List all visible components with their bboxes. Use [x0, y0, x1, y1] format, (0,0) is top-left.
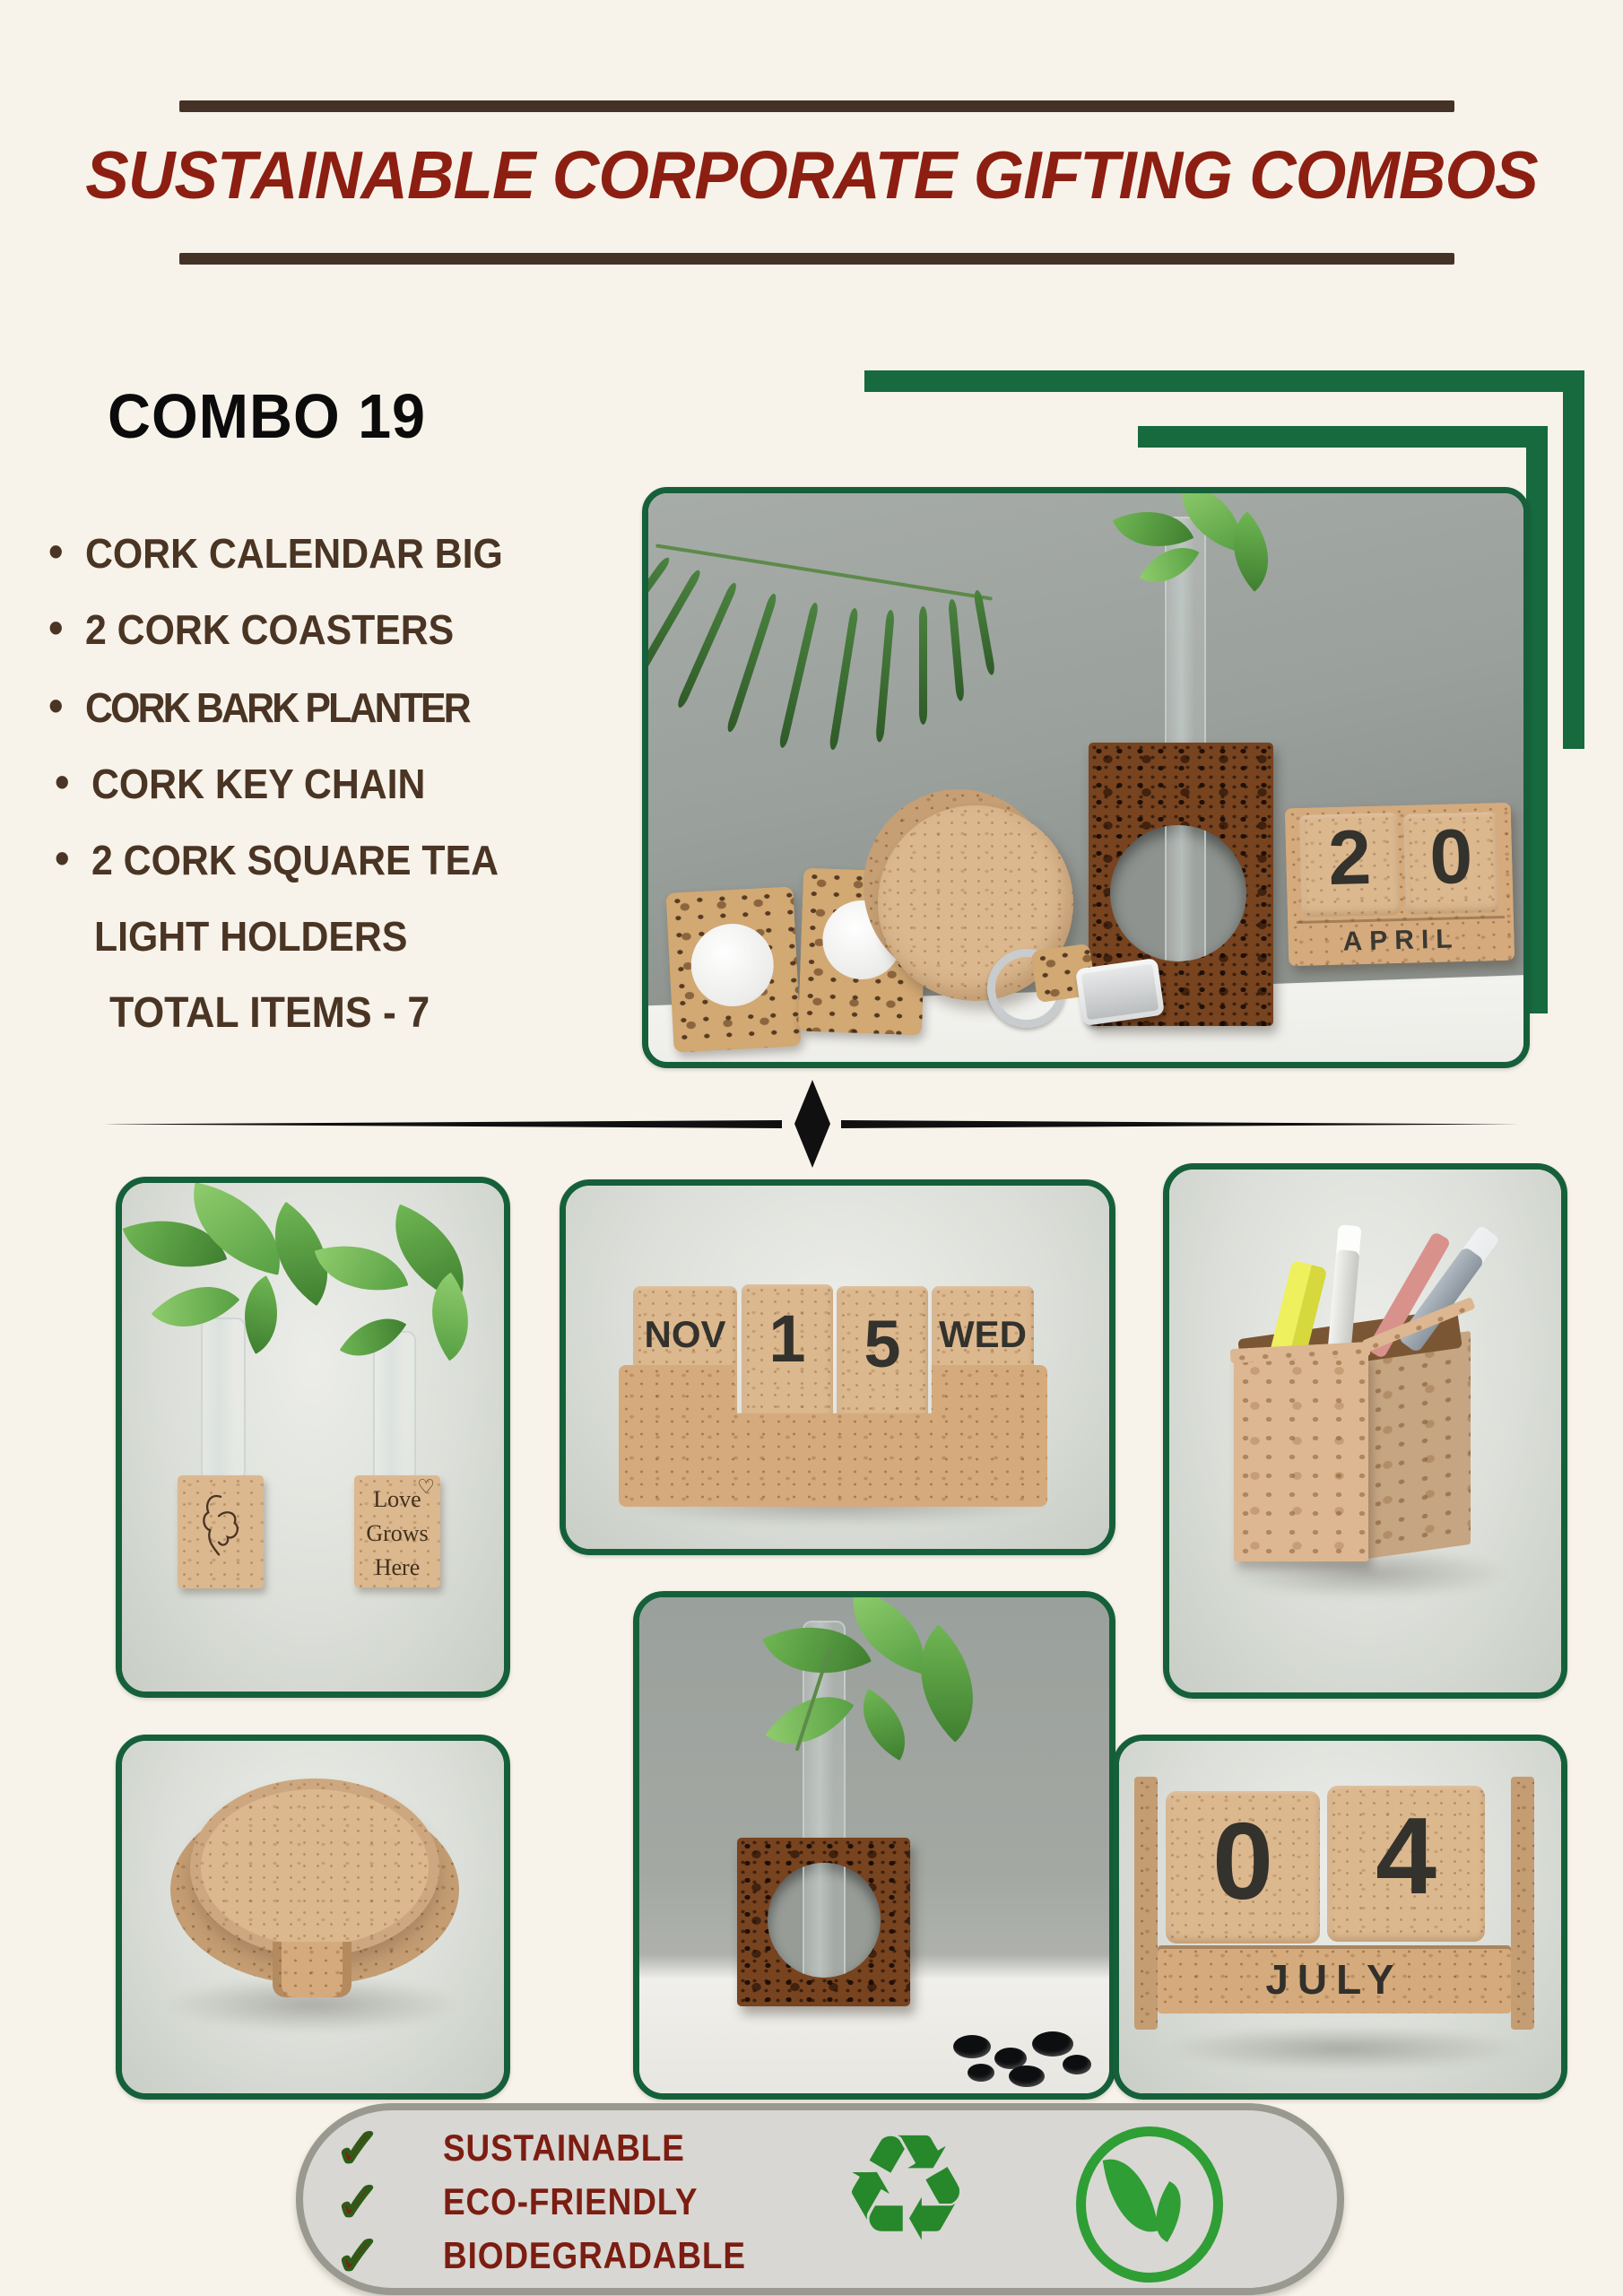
- pothos-leaves: [122, 1183, 504, 1416]
- list-item-label: CORK BARK PLANTER: [85, 684, 469, 731]
- test-tube-through-hole: [1165, 825, 1206, 961]
- tealight-holder: [665, 886, 801, 1052]
- check-icon: ✓: [335, 2172, 381, 2232]
- planter-text-line: Love: [373, 1486, 421, 1512]
- list-item: [55, 833, 499, 884]
- pen-holder-side-face: [1367, 1331, 1471, 1559]
- photo-bark-planter: [633, 1591, 1115, 2100]
- bullet-dot: •: [48, 526, 64, 577]
- list-item-label: LIGHT HOLDERS: [94, 913, 408, 960]
- eco-badges-pill: [296, 2103, 1344, 2295]
- pothos-leaf: [224, 1275, 298, 1354]
- photo-pen-holder: [1163, 1163, 1567, 1699]
- palm-stem: [655, 544, 993, 600]
- calendar-digit: 1: [768, 1301, 806, 1376]
- pothos-leaf: [315, 1229, 409, 1308]
- pothos-leaf: [846, 1689, 924, 1761]
- line-art-face: [194, 1490, 247, 1569]
- calendar-month: NOV: [644, 1313, 726, 1355]
- list-item: [48, 526, 503, 578]
- leaf-icon: [1076, 2126, 1223, 2283]
- tealight-candle: [689, 922, 776, 1009]
- pothos-sprig: [1097, 488, 1294, 596]
- heart-doodle: ♡: [417, 1475, 435, 1498]
- pothos-leaf: [766, 1674, 855, 1767]
- green-corner-outer-horizontal: [864, 370, 1584, 392]
- calendar-month-strip: JULY: [1158, 1945, 1511, 2013]
- pebble: [1009, 2066, 1045, 2087]
- cork-bark-planter: [737, 1838, 910, 2006]
- calendar-month-strip: APRIL: [1297, 916, 1506, 963]
- badge-label: BIODEGRADABLE: [443, 2234, 746, 2276]
- planter-text-line: Here: [374, 1554, 421, 1580]
- palm-leaflet: [829, 607, 859, 750]
- recycle-icon: ♻: [839, 2106, 972, 2271]
- calendar-cube-day-tens: [1299, 813, 1401, 918]
- bullet-dot: •: [48, 681, 61, 731]
- planter-text-line: Grows: [366, 1520, 429, 1546]
- green-corner-outer-vertical: [1563, 370, 1584, 749]
- photo-block-calendar-bottom: [1113, 1735, 1567, 2100]
- pebble: [968, 2064, 994, 2082]
- combo-heading: COMBO 19: [108, 381, 426, 451]
- pothos-leaf: [408, 1273, 491, 1361]
- photo-tube-planters: [116, 1177, 510, 1698]
- palm-leaflet: [973, 589, 996, 675]
- coaster-holder-slot: [273, 1942, 352, 1997]
- check-icon: ✓: [335, 2118, 381, 2179]
- bullet-dot: •: [55, 833, 70, 883]
- badge-label: ECO-FRIENDLY: [443, 2180, 699, 2222]
- list-item: [48, 603, 455, 654]
- list-item-label: CORK KEY CHAIN: [91, 761, 426, 807]
- divider-diamond: [794, 1080, 830, 1168]
- calendar-digit: 4: [1376, 1795, 1436, 1917]
- hero-block-calendar: [1285, 803, 1515, 967]
- page-title: SUSTAINABLE CORPORATE GIFTING COMBOS: [85, 137, 1538, 213]
- palm-leaflet: [875, 610, 895, 743]
- calendar-digit: 2: [1327, 813, 1373, 902]
- list-item-label: TOTAL ITEMS - 7: [109, 989, 430, 1037]
- list-item-label: 2 CORK COASTERS: [85, 606, 455, 653]
- list-item-label: 2 CORK SQUARE TEA: [91, 837, 499, 883]
- divider-line-right: [841, 1120, 1519, 1128]
- list-item: [55, 757, 426, 808]
- calendar-cube-digit: [1166, 1791, 1320, 1944]
- planter-hole: [768, 1863, 881, 1978]
- list-item-total: [109, 988, 430, 1038]
- palm-leaflet: [948, 599, 965, 701]
- pebble: [1032, 2031, 1073, 2057]
- cork-keychain: [987, 940, 1167, 1057]
- calendar-cube-digit: [1327, 1786, 1485, 1942]
- bullet-dot: •: [48, 603, 64, 653]
- keychain-metal-clasp: [1075, 958, 1165, 1026]
- pothos-leaf: [152, 1262, 240, 1351]
- planter-cork-block-text: [354, 1475, 440, 1587]
- divider-line-left: [104, 1120, 782, 1128]
- planter-cork-block-art: [178, 1475, 264, 1588]
- photo-coaster-set: [116, 1735, 510, 2100]
- header-rule-bottom: [179, 253, 1454, 265]
- palm-leaflet: [919, 606, 927, 725]
- calendar-digit: 0: [1212, 1800, 1273, 1922]
- pen-holder-front-face: [1234, 1353, 1368, 1561]
- bullet-dot: •: [55, 757, 70, 807]
- calendar-rail-right: [1511, 1777, 1534, 2030]
- badge-label: SUSTAINABLE: [443, 2126, 685, 2169]
- hero-product-photo: [642, 487, 1530, 1068]
- pothos-leaf: [340, 1301, 407, 1373]
- calendar-cube-day-ones: [1403, 812, 1499, 915]
- photo-block-calendar-top: [560, 1179, 1115, 1555]
- palm-fronds: [648, 511, 1034, 798]
- list-item-label: CORK CALENDAR BIG: [85, 530, 503, 577]
- calendar-weekday: WED: [939, 1313, 1027, 1355]
- palm-leaflet: [778, 602, 820, 749]
- header-rule-top: [179, 100, 1454, 112]
- list-item: [48, 681, 469, 732]
- pothos-leaves: [720, 1592, 1025, 1789]
- leaf-icon-large-leaf: [1103, 2153, 1159, 2239]
- pebble: [1063, 2055, 1091, 2074]
- calendar-digit: 0: [1428, 813, 1474, 901]
- list-item-continuation: [94, 912, 407, 961]
- coaster-top-disc: [190, 1779, 439, 1956]
- test-tube-through-hole: [803, 1863, 846, 1978]
- palm-leaflet: [725, 593, 778, 734]
- green-corner-inner-horizontal: [1138, 426, 1548, 448]
- black-pebbles: [935, 2019, 1097, 2091]
- calendar-rail-left: [1134, 1777, 1158, 2030]
- calendar-digit: 5: [864, 1307, 901, 1381]
- pebble: [953, 2035, 991, 2058]
- check-icon: ✓: [335, 2226, 381, 2286]
- ground-shadow: [1164, 2026, 1523, 2071]
